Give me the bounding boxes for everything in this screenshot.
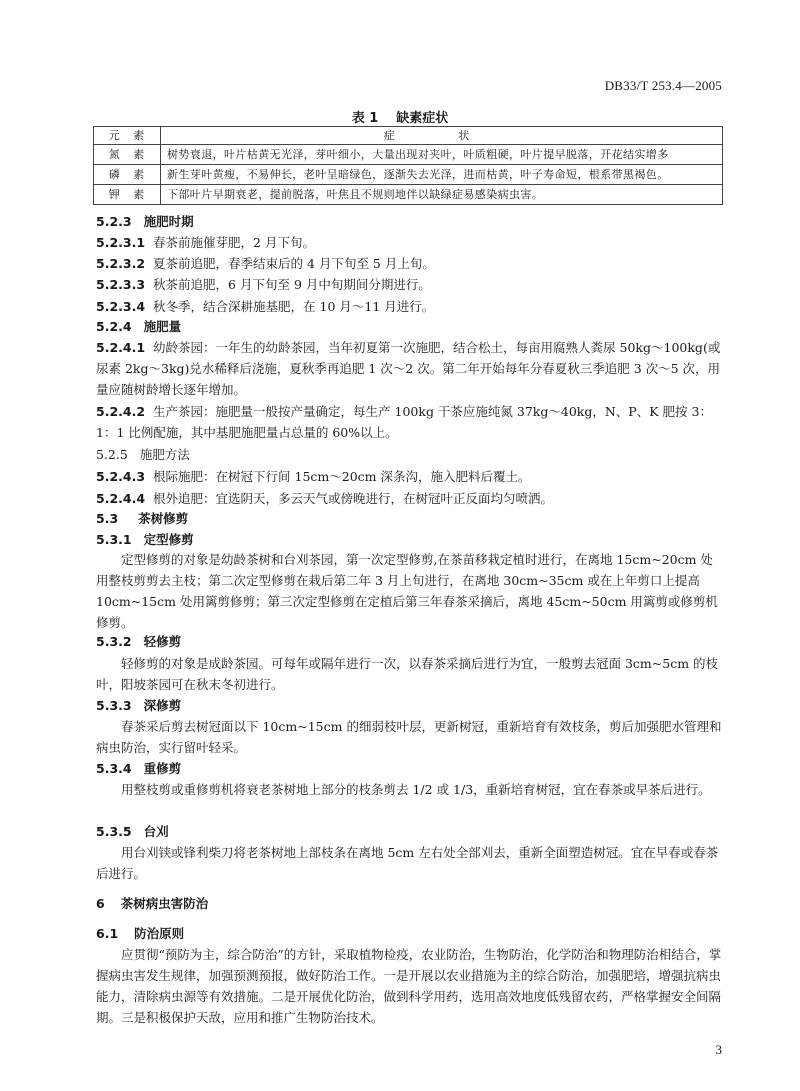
header-symptom: 症 状: [161, 127, 723, 145]
cell-element: 钾 素: [94, 185, 161, 205]
heading-5-3-4: 5.3.4 重修剪: [96, 761, 182, 776]
clause-5-2-3-2: 5.2.3.2 夏茶前追肥，春季结束后的 4 月下旬至 5 月上旬。: [96, 256, 435, 271]
table-header-row: [94, 127, 723, 145]
paragraph-5-3-3: 春茶采后剪去树冠面以下 10cm~15cm 的细弱枝叶层，更新树冠，重新培育有效枝条，剪后加强肥水管理和病虫防治，实行留叶轻采。: [96, 719, 722, 755]
cell-symptom: 新生芽叶黄瘦，不易伸长，老叶呈暗绿色，逐渐失去光泽，进而枯黄，叶子寿命短，根系带黑褐色。: [161, 165, 723, 185]
paragraph-6-1: 应贯彻“预防为主，综合防治”的方针，采取植物检疫，农业防治，生物防治，化学防治和物理防治相结合，掌握病虫害发生规律，加强预测预报，做好防治工作。一是开展以农业措施为主的综合防治，加强肥培，增强抗病虫能力，清除病虫源等有效措施。二是开展优化防治，做到科学用药，选用高效地度低残留农药，严格掌握安全间隔期。三是积极保护天敌，应用和推广生物防治技术。: [96, 947, 722, 1025]
heading-5-2-3: 5.2.3 施肥时期: [96, 214, 194, 229]
table-row: [94, 165, 723, 185]
heading-5-3-2: 5.3.2 轻修剪: [96, 634, 182, 649]
table-row: [94, 145, 723, 165]
paragraph-5-3-4: 用整枝剪或重修剪机将衰老茶树地上部分的枝条剪去 1/2 或 1/3，重新培育树冠，宜在春茶或早茶后进行。: [121, 782, 711, 797]
clause-5-2-4-3: 5.2.4.3 根际施肥：在树冠下行间 15cm～20cm 深条沟，施入肥料后覆土。: [96, 469, 531, 484]
table-number: 表 1: [351, 111, 379, 126]
clause-5-2-4-4: 5.2.4.4 根外追肥：宜选阴天，多云天气或傍晚进行，在树冠叶正反面均匀喷洒。: [96, 491, 554, 506]
page-number: 3: [715, 1042, 722, 1057]
heading-5-3: 5.3 茶树修剪: [96, 511, 189, 526]
heading-5-2-5: 5.2.5 施肥方法: [96, 447, 190, 462]
clause-5-2-3-1: 5.2.3.1 春茶前施催芽肥，2 月下旬。: [96, 235, 315, 250]
deficiency-table: [93, 126, 723, 205]
table-title: 缺素症状: [396, 111, 449, 126]
paragraph-5-3-2: 轻修剪的对象是成龄茶园。可每年或隔年进行一次，以春茶采摘后进行为宜，一般剪去冠面 3cm~5cm 的枝叶，阳坡茶园可在秋末冬初进行。: [96, 656, 719, 692]
cell-symptom: 树势衰退，叶片枯黄无光泽，芽叶细小，大量出现对夹叶，叶质粗硬，叶片提早脱落，开花结实增多: [161, 145, 723, 165]
table-caption: [0, 107, 800, 126]
heading-5-2-4: 5.2.4 施肥量: [96, 319, 182, 334]
cell-element: 氮 素: [94, 145, 161, 165]
clause-5-2-3-3: 5.2.3.3 秋茶前追肥，6 月下旬至 9 月中旬期间分期进行。: [96, 277, 431, 292]
paragraph-5-3-1: 定型修剪的对象是幼龄茶树和台刈茶园，第一次定型修剪,在茶苗移栽定植时进行，在离地 15cm~20cm 处用整枝剪剪去主枝；第二次定型修剪在栽后第二年 3 月上旬进行，在离地 30cm~35cm 或在上年剪口上提高 10cm~15cm 处用篱剪修剪；第三次定型修剪在定植后第三年春茶采摘后，离地 45cm~50cm 用篱剪或修剪机修剪。: [96, 552, 718, 630]
table-row: [94, 185, 723, 205]
heading-6-1: 6.1 防治原则: [96, 926, 185, 941]
clause-5-2-4-2: 5.2.4.2 生产茶园：施肥量一般按产量确定，每生产 100kg 干茶应施纯氮 37kg～40kg，N、P、K 肥按 3：1：1 比例配施，其中基肥施肥量占总量的 60%以上。: [96, 404, 712, 440]
header-element: 元 素: [94, 127, 161, 145]
paragraph-5-3-5: 用台刈铗或锋利柴刀将老茶树地上部枝条在离地 5cm 左右处全部刈去，重新全面塑造树冠。宜在早春或春茶后进行。: [96, 845, 719, 881]
heading-5-3-1: 5.3.1 定型修剪: [96, 532, 194, 547]
heading-6: 6 茶树病虫害防治: [96, 896, 209, 911]
heading-5-3-3: 5.3.3 深修剪: [96, 698, 182, 713]
heading-5-3-5: 5.3.5 台刈: [96, 824, 169, 839]
clause-5-2-4-1: 5.2.4.1 幼龄茶园：一年生的幼龄茶园，当年初夏第一次施肥，结合松土，每亩用腐熟人粪尿 50kg～100kg(或尿素 2kg～3kg)兑水稀释后浇施，夏秋季再追肥 1 次～2 次。第二年开始每年分春夏秋三季追肥 3 次～5 次，用量应随树龄增长逐年增加。: [96, 340, 721, 397]
document-code: DB33/T 253.4—2005: [604, 78, 722, 93]
cell-element: 磷 素: [94, 165, 161, 185]
cell-symptom: 下部叶片早期衰老，提前脱落，叶焦且不规则地伴以缺绿症易感染病虫害。: [161, 185, 723, 205]
clause-5-2-3-4: 5.2.3.4 秋冬季，结合深耕施基肥，在 10 月～11 月进行。: [96, 299, 435, 314]
